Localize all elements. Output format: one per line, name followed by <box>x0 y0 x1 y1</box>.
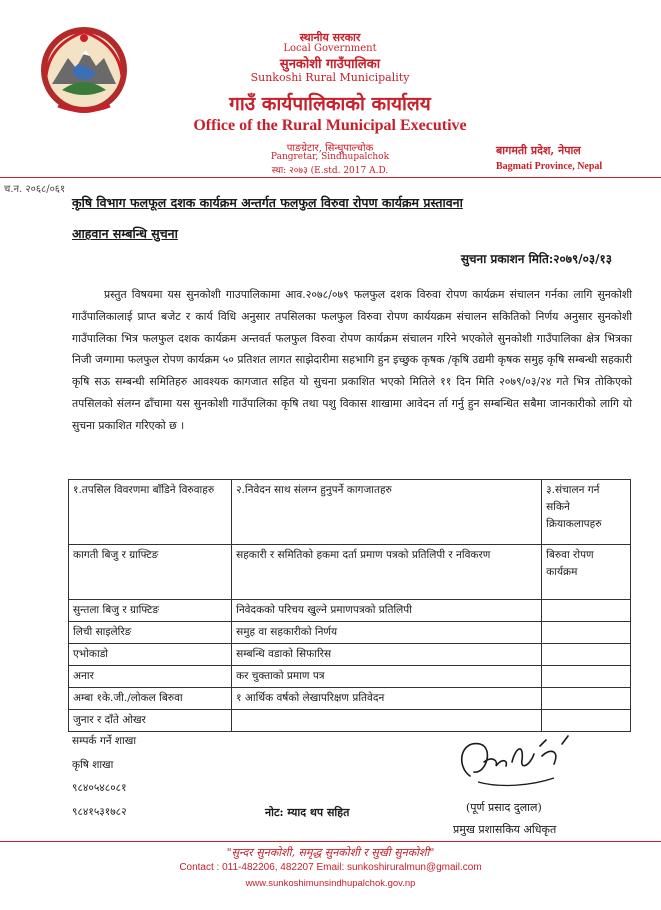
table-cell: अनार <box>69 666 232 688</box>
letterhead-municipality-dev: सुनकोशी गाउँपालिका <box>279 57 381 72</box>
letterhead-office-dev: गाउँ कार्यपालिकाको कार्यालय <box>229 93 431 115</box>
table-header-cell: १.तपसिल विवरणमा बाँडिने विरुवाहरु <box>69 480 232 545</box>
table-row <box>69 600 631 622</box>
table-header-cell: ३.संचालन गर्न सकिने क्रियाकलापहरु <box>542 480 631 545</box>
letterhead-province-en: Bagmati Province, Nepal <box>496 161 603 172</box>
table-cell: लिची साइलेरिङ <box>69 622 232 644</box>
footer-website: www.sunkoshimunsindhupalchok.gov.np <box>245 878 416 889</box>
table-cell: अम्बा १के.जी./लोकल बिरुवा <box>69 688 232 710</box>
table-cell: सुन्तला बिजु र ग्राफ्टिङ <box>69 600 232 622</box>
table-cell <box>542 600 631 622</box>
letterhead-address-dev: पाङग्रेटार, सिन्धुपाल्चोक <box>286 143 374 154</box>
table-row <box>69 545 631 600</box>
signatory-name: (पूर्ण प्रसाद दुलाल) <box>466 801 542 814</box>
contact-block <box>72 730 136 824</box>
footer-slogan: "सुन्दर सुनकोशी, समृद्ध सुनकोशी र सुखी सुनकोशी" <box>226 846 435 859</box>
letterhead-municipality-en: Sunkoshi Rural Municipality <box>250 71 410 84</box>
letterhead-established: स्था: २०७३ (E.std. 2017 A.D. <box>271 166 389 176</box>
publication-date: सुचना प्रकाशन मिति:२०७९/०३/१३ <box>460 252 612 266</box>
table-cell <box>542 644 631 666</box>
table-cell: निवेदकको परिचय खुल्ने प्रमाणपत्रको प्रतिलिपी <box>232 600 542 622</box>
notice-body: प्रस्तुत विषयमा यस सुनकोशी गाउपालिकामा आव.२०७८/०७९ फलफुल दशक विरुवा रोपण कार्यक्रम संचालन गर्नका लागि सुनकोशी गाउँपालिकालाई प्राप्त बजेट र कार्य विधि अनुसार तपसिलका फलफुल विरुवा रोपण कार्ययक्रम संचालन सकितिको निर्णय अनुसार सुनकोशी गाउँपालिका भित्र फलफुल दशक कार्यक्रम अन्तवर्त फलफुल विरुवा रोपण कार्यक्रम संचालन गरिने भएकोले सुनकोशी गाउँपालिका क्षेत्र भित्रका निजी जग्गामा फलफुल रोपण कार्यक्रम ५० प्रतिशत लागत साझेदारीमा सहभागि हुन इच्छुक कृषक /कृषि उद्यमी कृषक समुह कृषि सम्बन्धी सहकारी कृषि सऊ सम्बन्धी समितिहरु आवश्यक कागजात सहित यो सुचना प्रकाशित भएको मितिले ११ दिन मिति २०७९/०३/२४ गते भित्र तोकिएको तपसिलको संलग्न ढाँचामा यस सुनकोशी गाउँपालिका कृषि तथा पशु विकास शाखामा आवेदन र्ता गर्नु हुन सम्बन्धित सबैमा जानकारीको लागि यो सुचना प्रकाशित गरिएको छ । <box>72 288 632 432</box>
table-cell: १ आर्थिक वर्षको लेखापरिक्षण प्रतिवेदन <box>232 688 542 710</box>
footer-divider <box>0 841 661 842</box>
table-row <box>69 666 631 688</box>
requirements-table <box>68 479 631 732</box>
signatory-title: प्रमुख प्रशासकिय अधिकृत <box>453 823 557 836</box>
contact-label: सम्पर्क गर्ने शाखा <box>72 735 137 747</box>
contact-branch: कृषि शाखा <box>72 758 114 771</box>
table-cell: कर चुक्ताको प्रमाण पत्र <box>232 666 542 688</box>
table-row <box>69 644 631 666</box>
nepal-government-emblem-icon <box>38 24 130 116</box>
table-row <box>69 688 631 710</box>
handwritten-signature-icon <box>450 726 580 796</box>
table-cell: सहकारी र समितिको हकमा दर्ता प्रमाण पत्रको प्रतिलिपी र नविकरण <box>232 545 542 600</box>
table-cell: जुनार र दाँते ओखर <box>69 710 232 732</box>
table-cell <box>542 688 631 710</box>
letterhead-province-dev: बागमती प्रदेश, नेपाल <box>496 144 581 157</box>
letterhead-local-government-dev: स्थानीय सरकार <box>299 31 361 44</box>
letterhead-address-en: Pangretar, Sindhupalchok <box>270 152 390 162</box>
table-row <box>69 622 631 644</box>
notice-subtitle: आहवान सम्बन्धि सुचना <box>72 226 178 241</box>
table-cell <box>542 622 631 644</box>
letterhead-local-government-en: Local Government <box>283 43 377 54</box>
letterhead-office-en: Office of the Rural Municipal Executive <box>193 117 467 134</box>
footer-contact: Contact : 011-482206, 482207 Email: sunkoshiruralmun@gmail.com <box>179 862 482 873</box>
table-cell: बिरुवा रोपण कार्यक्रम <box>542 545 631 600</box>
table-cell: कागती बिजु र ग्राफ्टिङ <box>69 545 232 600</box>
table-cell <box>542 666 631 688</box>
contact-phone: ९८४१५३१७८२ <box>72 805 127 818</box>
table-cell: सम्बन्धि वडाको सिफारिस <box>232 644 542 666</box>
notice-title: कृषि विभाग फलफूल दशक कार्यक्रम अन्तर्गत फलफुल विरुवा रोपण कार्यक्रम प्रस्तावना <box>72 195 463 210</box>
contact-phone: ९८४०५४८०८१ <box>72 782 127 794</box>
table-header-row <box>69 480 631 545</box>
table-cell: एभोकाडो <box>69 644 232 666</box>
note: नोट: म्याद थप सहित <box>265 806 350 819</box>
letterhead-divider <box>0 177 661 178</box>
reference-number: च.न. २०६८/०६१ <box>4 184 66 195</box>
table-header-cell: २.निवेदन साथ संलग्न हुनुपर्ने कागजातहरु <box>232 480 542 545</box>
table-cell: समुह वा सहकारीको निर्णय <box>232 622 542 644</box>
